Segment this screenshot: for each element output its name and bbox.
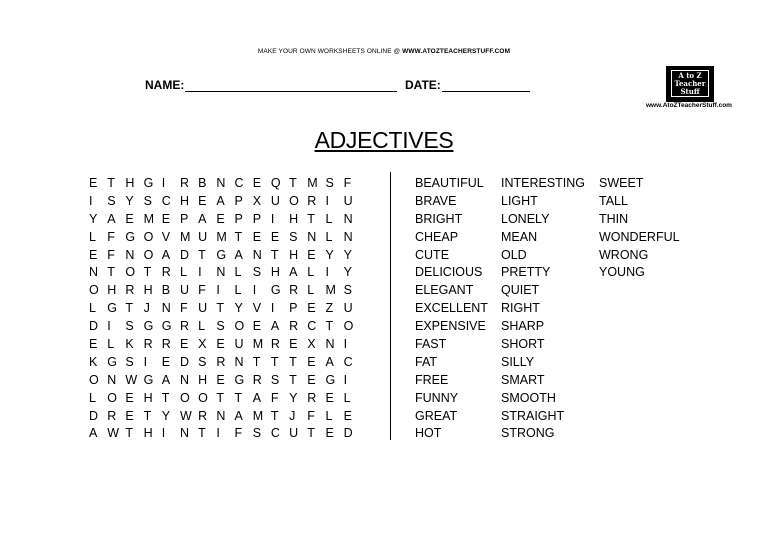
grid-letter[interactable]: U	[343, 301, 353, 316]
grid-letter[interactable]: A	[234, 247, 243, 262]
word-list-item: WONDERFUL	[599, 229, 680, 244]
grid-letter[interactable]: E	[198, 193, 207, 208]
grid-letter[interactable]: X	[307, 337, 316, 352]
word-list-item: LONELY	[501, 211, 550, 226]
grid-letter[interactable]: Z	[325, 301, 334, 316]
grid-letter[interactable]: I	[343, 372, 348, 387]
grid-letter[interactable]: Y	[234, 301, 243, 316]
grid-letter[interactable]: S	[216, 319, 225, 334]
word-list-item: STRONG	[501, 426, 555, 441]
grid-letter[interactable]: T	[252, 354, 261, 369]
grid-row	[89, 247, 362, 265]
grid-letter[interactable]: L	[89, 301, 96, 316]
word-list-item: BRAVE	[415, 193, 457, 208]
grid-letter[interactable]: C	[307, 319, 317, 334]
grid-letter[interactable]: E	[125, 390, 134, 405]
grid-letter[interactable]: N	[179, 426, 189, 441]
word-list-item: SMOOTH	[501, 390, 556, 405]
logo-line: A to Z	[678, 70, 702, 80]
grid-letter[interactable]: A	[89, 426, 98, 441]
grid-letter[interactable]: D	[179, 247, 189, 262]
grid-letter[interactable]: H	[270, 265, 280, 280]
grid-letter[interactable]: O	[143, 247, 154, 262]
grid-row	[89, 425, 362, 443]
grid-letter[interactable]: L	[89, 390, 96, 405]
grid-letter[interactable]: L	[198, 319, 206, 334]
grid-letter[interactable]: H	[289, 211, 299, 226]
grid-letter[interactable]: E	[307, 247, 316, 262]
grid-letter[interactable]: S	[125, 319, 134, 334]
grid-row	[89, 211, 362, 229]
grid-letter[interactable]: F	[307, 408, 315, 423]
grid-letter[interactable]: S	[107, 193, 116, 208]
word-list-item: LIGHT	[501, 193, 538, 208]
grid-letter[interactable]: H	[198, 372, 208, 387]
word-list-item: HOT	[415, 426, 442, 441]
grid-letter[interactable]: M	[252, 337, 264, 352]
grid-letter[interactable]: G	[107, 354, 117, 369]
grid-letter[interactable]: T	[307, 211, 315, 226]
grid-letter[interactable]: I	[161, 426, 166, 441]
grid-letter[interactable]: H	[107, 283, 117, 298]
header-prefix: MAKE YOUR OWN WORKSHEETS ONLINE @	[257, 48, 403, 55]
grid-letter[interactable]: I	[89, 193, 93, 208]
grid-row	[89, 336, 362, 354]
grid-letter[interactable]: N	[234, 354, 244, 369]
grid-letter[interactable]: U	[234, 337, 244, 352]
page-title: ADJECTIVES	[314, 127, 454, 153]
grid-letter[interactable]: E	[125, 408, 134, 423]
grid-letter[interactable]: G	[216, 247, 227, 262]
grid-letter[interactable]: T	[216, 301, 224, 316]
grid-letter[interactable]: N	[343, 211, 353, 226]
grid-letter[interactable]: I	[325, 193, 329, 208]
grid-letter[interactable]: H	[289, 247, 299, 262]
grid-letter[interactable]: X	[198, 337, 207, 352]
grid-letter[interactable]: Y	[343, 247, 352, 262]
grid-letter[interactable]: A	[161, 247, 171, 262]
grid-row	[89, 300, 362, 318]
grid-letter[interactable]: T	[143, 408, 152, 423]
grid-letter[interactable]: E	[216, 337, 225, 352]
logo-line: Stuff	[680, 86, 700, 96]
grid-letter[interactable]: A	[107, 211, 116, 226]
word-list-item: GREAT	[415, 408, 458, 423]
grid-letter[interactable]: I	[143, 354, 148, 369]
grid-letter[interactable]: H	[143, 390, 153, 405]
grid-letter[interactable]: M	[325, 283, 336, 298]
word-list-item: CUTE	[415, 247, 450, 262]
grid-letter[interactable]: L	[179, 265, 187, 280]
grid-row	[89, 282, 362, 300]
grid-letter[interactable]: E	[325, 426, 334, 441]
grid-letter[interactable]: P	[252, 211, 262, 226]
grid-letter[interactable]: P	[234, 211, 243, 226]
word-list-item: OLD	[501, 247, 527, 262]
grid-letter[interactable]: I	[216, 426, 220, 441]
grid-letter[interactable]: E	[161, 354, 171, 369]
grid-letter[interactable]: F	[179, 301, 188, 316]
grid-letter[interactable]: O	[125, 265, 136, 280]
grid-letter[interactable]: R	[107, 408, 117, 423]
grid-letter[interactable]: I	[161, 176, 166, 190]
grid-letter[interactable]: I	[270, 211, 275, 226]
grid-letter[interactable]: R	[289, 283, 299, 298]
grid-letter[interactable]: K	[125, 337, 134, 352]
grid-letter[interactable]: T	[270, 354, 279, 369]
grid-letter[interactable]: W	[125, 372, 138, 387]
grid-letter[interactable]: L	[325, 211, 333, 226]
grid-letter[interactable]: D	[179, 354, 189, 369]
grid-letter[interactable]: O	[198, 390, 208, 405]
grid-letter[interactable]: R	[198, 408, 208, 423]
grid-letter[interactable]: R	[161, 337, 171, 352]
word-list-item: ELEGANT	[415, 283, 474, 298]
grid-letter[interactable]: P	[179, 211, 189, 226]
grid-letter[interactable]: T	[234, 229, 243, 244]
grid-letter[interactable]: M	[216, 229, 227, 244]
grid-letter[interactable]: F	[234, 426, 243, 441]
grid-letter[interactable]: R	[307, 390, 317, 405]
grid-letter[interactable]: L	[343, 390, 351, 405]
word-list-item: SMART	[501, 372, 545, 387]
grid-letter[interactable]: T	[289, 354, 297, 369]
grid-letter[interactable]: G	[143, 319, 154, 334]
grid-letter[interactable]: M	[143, 211, 154, 226]
grid-letter[interactable]: O	[89, 283, 99, 298]
grid-letter[interactable]: U	[198, 301, 208, 316]
grid-letter[interactable]: W	[179, 408, 192, 423]
grid-letter[interactable]: T	[198, 247, 206, 262]
grid-letter[interactable]: F	[270, 390, 279, 405]
grid-letter[interactable]: T	[325, 319, 334, 334]
word-list-item: STRAIGHT	[501, 408, 565, 423]
grid-letter[interactable]: T	[270, 408, 279, 423]
grid-letter[interactable]: I	[325, 265, 329, 280]
grid-row	[89, 318, 362, 336]
grid-letter[interactable]: R	[216, 354, 226, 369]
grid-letter[interactable]: E	[307, 372, 316, 387]
grid-letter[interactable]: N	[216, 408, 226, 423]
grid-letter[interactable]: T	[198, 426, 206, 441]
grid-letter[interactable]: S	[143, 193, 152, 208]
grid-letter[interactable]: H	[125, 176, 135, 190]
grid-letter[interactable]: L	[234, 283, 242, 298]
divider	[390, 172, 391, 440]
grid-letter[interactable]: M	[179, 229, 191, 244]
word-list-item: SILLY	[501, 354, 535, 369]
word-list-item: FAT	[415, 354, 437, 369]
grid-letter[interactable]: L	[107, 337, 115, 352]
grid-letter[interactable]: J	[289, 408, 296, 423]
word-list-item: RIGHT	[501, 301, 540, 316]
grid-letter[interactable]: E	[216, 372, 225, 387]
grid-letter[interactable]: R	[252, 372, 262, 387]
header-url[interactable]: WWW.ATOZTEACHERSTUFF.COM	[402, 48, 511, 55]
date-field[interactable]	[442, 91, 530, 92]
header-line	[0, 48, 768, 55]
grid-letter[interactable]: H	[143, 426, 153, 441]
grid-letter[interactable]: I	[270, 301, 275, 316]
grid-letter[interactable]: G	[143, 372, 154, 387]
name-field[interactable]	[185, 91, 397, 92]
grid-letter[interactable]: L	[307, 265, 315, 280]
grid-letter[interactable]: E	[252, 176, 262, 190]
word-list-col-3	[599, 175, 680, 282]
grid-letter[interactable]: E	[89, 247, 98, 262]
grid-row	[89, 372, 362, 390]
grid-letter[interactable]: Y	[125, 193, 134, 208]
grid-letter[interactable]: L	[325, 408, 333, 423]
grid-letter[interactable]: P	[234, 193, 243, 208]
grid-letter[interactable]: E	[289, 337, 298, 352]
grid-letter[interactable]: C	[343, 354, 353, 369]
grid-letter[interactable]: R	[179, 176, 189, 190]
grid-letter[interactable]: X	[252, 193, 262, 208]
grid-letter[interactable]: N	[125, 247, 135, 262]
grid-letter[interactable]: N	[179, 372, 189, 387]
grid-letter[interactable]: V	[161, 229, 171, 244]
grid-letter[interactable]: G	[107, 301, 117, 316]
grid-letter[interactable]: O	[107, 390, 117, 405]
grid-letter[interactable]: E	[307, 354, 316, 369]
grid-letter[interactable]: C	[234, 176, 244, 190]
grid-letter[interactable]: L	[325, 229, 333, 244]
grid-letter[interactable]: B	[161, 283, 171, 298]
grid-letter[interactable]: Y	[325, 247, 334, 262]
grid-letter[interactable]: T	[107, 176, 115, 190]
grid-letter[interactable]: R	[307, 193, 317, 208]
grid-letter[interactable]: T	[289, 372, 297, 387]
word-list-item: SHARP	[501, 319, 545, 334]
word-list-item: THIN	[599, 211, 629, 226]
grid-row	[89, 264, 362, 282]
grid-letter[interactable]: H	[143, 283, 153, 298]
word-list-item: BRIGHT	[415, 211, 463, 226]
logo	[666, 66, 714, 102]
grid-row	[89, 229, 362, 247]
grid-letter[interactable]: E	[270, 229, 280, 244]
word-list-col-2	[501, 175, 585, 443]
grid-letter[interactable]: E	[125, 211, 134, 226]
grid-letter[interactable]: T	[307, 426, 315, 441]
grid-letter[interactable]: E	[252, 319, 262, 334]
grid-letter[interactable]: U	[343, 193, 353, 208]
grid-letter[interactable]: F	[107, 229, 115, 244]
grid-letter[interactable]: N	[343, 229, 353, 244]
grid-letter[interactable]: E	[343, 408, 352, 423]
grid-letter[interactable]: D	[89, 319, 99, 334]
grid-letter[interactable]: O	[143, 229, 154, 244]
grid-letter[interactable]: C	[161, 193, 171, 208]
grid-letter[interactable]: D	[343, 426, 353, 441]
grid-letter[interactable]: G	[325, 372, 336, 387]
grid-letter[interactable]: S	[252, 265, 262, 280]
grid-letter[interactable]: E	[89, 337, 98, 352]
grid-letter[interactable]: G	[161, 319, 172, 334]
logo-line: Teacher	[674, 78, 706, 88]
grid-letter[interactable]: I	[198, 265, 202, 280]
grid-letter[interactable]: E	[89, 176, 98, 190]
grid-letter[interactable]: A	[270, 319, 280, 334]
grid-letter[interactable]: L	[234, 265, 242, 280]
grid-letter[interactable]: T	[289, 176, 297, 190]
grid-letter[interactable]: S	[125, 354, 134, 369]
grid-letter[interactable]: E	[216, 211, 225, 226]
grid-letter[interactable]: M	[307, 176, 318, 190]
grid-row	[89, 390, 362, 408]
grid-letter[interactable]: T	[270, 247, 279, 262]
grid-letter[interactable]: N	[307, 229, 317, 244]
word-list-item: CHEAP	[415, 229, 459, 244]
grid-letter[interactable]: T	[216, 390, 224, 405]
grid-letter[interactable]: U	[198, 229, 208, 244]
grid-letter[interactable]: P	[289, 301, 298, 316]
word-list-item: PRETTY	[501, 265, 551, 280]
grid-letter[interactable]: O	[343, 319, 354, 334]
word-list-item: TALL	[599, 193, 628, 208]
grid-letter[interactable]: S	[343, 283, 352, 298]
grid-letter[interactable]: Q	[270, 176, 281, 190]
word-list-item: EXPENSIVE	[415, 319, 486, 334]
grid-letter[interactable]: N	[216, 176, 226, 190]
grid-letter[interactable]: N	[325, 337, 335, 352]
grid-letter[interactable]: J	[143, 301, 150, 316]
grid-letter[interactable]: T	[107, 265, 115, 280]
word-list-item: SHORT	[501, 337, 545, 352]
grid-letter[interactable]: N	[252, 247, 262, 262]
grid-letter[interactable]: I	[252, 283, 257, 298]
name-label: NAME:	[145, 78, 185, 92]
grid-letter[interactable]: R	[270, 337, 280, 352]
letter-grid	[89, 175, 362, 443]
date-label: DATE:	[405, 78, 441, 92]
grid-letter[interactable]: E	[325, 390, 334, 405]
word-list-item: QUIET	[501, 283, 540, 298]
grid-letter[interactable]: E	[179, 337, 189, 352]
word-list-item: FREE	[415, 372, 449, 387]
grid-letter[interactable]: A	[216, 193, 225, 208]
grid-letter[interactable]: S	[270, 372, 280, 387]
grid-letter[interactable]: O	[289, 193, 299, 208]
grid-letter[interactable]: D	[89, 408, 99, 423]
grid-letter[interactable]: B	[198, 176, 207, 190]
grid-letter[interactable]: Y	[343, 265, 352, 280]
grid-letter[interactable]: A	[161, 372, 171, 387]
grid-letter[interactable]: S	[289, 229, 298, 244]
grid-letter[interactable]: F	[107, 247, 115, 262]
grid-row	[89, 193, 362, 211]
grid-letter[interactable]: R	[179, 319, 189, 334]
grid-letter[interactable]: O	[89, 372, 99, 387]
grid-letter[interactable]: O	[179, 390, 190, 405]
grid-letter[interactable]: N	[161, 301, 171, 316]
grid-letter[interactable]: G	[143, 176, 154, 190]
word-list-col-1	[415, 175, 488, 443]
grid-letter[interactable]: U	[179, 283, 189, 298]
grid-letter[interactable]: S	[325, 176, 334, 190]
grid-letter[interactable]: A	[234, 408, 243, 423]
grid-letter[interactable]: R	[289, 319, 299, 334]
word-list-item: MEAN	[501, 229, 538, 244]
grid-letter[interactable]: A	[198, 211, 207, 226]
grid-letter[interactable]: S	[252, 426, 262, 441]
logo-box	[671, 70, 709, 97]
grid-letter[interactable]: F	[198, 283, 206, 298]
grid-letter[interactable]: I	[107, 319, 111, 334]
grid-letter[interactable]: R	[143, 337, 153, 352]
grid-letter[interactable]: S	[198, 354, 207, 369]
grid-letter[interactable]: T	[125, 301, 134, 316]
grid-letter[interactable]: K	[89, 354, 98, 369]
grid-letter[interactable]: U	[270, 193, 280, 208]
grid-letter[interactable]: A	[252, 390, 262, 405]
grid-letter[interactable]: L	[307, 283, 315, 298]
logo-site: www.AtoZTeacherStuff.com	[646, 102, 732, 109]
grid-letter[interactable]: U	[289, 426, 299, 441]
grid-letter[interactable]: C	[270, 426, 280, 441]
grid-letter[interactable]: R	[125, 283, 135, 298]
word-list-item: BEAUTIFUL	[415, 176, 484, 190]
grid-letter[interactable]: E	[307, 301, 316, 316]
grid-letter[interactable]: Y	[161, 408, 171, 423]
grid-letter[interactable]: I	[343, 337, 348, 352]
grid-letter[interactable]: W	[107, 426, 119, 441]
grid-letter[interactable]: H	[179, 193, 189, 208]
grid-letter[interactable]: F	[343, 176, 352, 190]
grid-letter[interactable]: Y	[89, 211, 98, 226]
grid-letter[interactable]: Y	[289, 390, 298, 405]
grid-letter[interactable]: L	[89, 229, 96, 244]
grid-letter[interactable]: V	[252, 301, 262, 316]
grid-letter[interactable]: M	[252, 408, 264, 423]
grid-letter[interactable]: T	[125, 426, 134, 441]
grid-letter[interactable]: E	[252, 229, 262, 244]
grid-letter[interactable]: T	[143, 265, 152, 280]
grid-row	[89, 175, 362, 193]
grid-letter[interactable]: R	[161, 265, 171, 280]
grid-letter[interactable]: E	[161, 211, 171, 226]
grid-row	[89, 354, 362, 372]
grid-letter[interactable]: G	[270, 283, 281, 298]
grid-letter[interactable]: G	[234, 372, 245, 387]
grid-letter[interactable]: N	[216, 265, 226, 280]
grid-letter[interactable]: I	[216, 283, 220, 298]
grid-letter[interactable]: G	[125, 229, 136, 244]
grid-letter[interactable]: A	[289, 265, 298, 280]
word-list-item: FAST	[415, 337, 447, 352]
grid-row	[89, 408, 362, 426]
grid-letter[interactable]: T	[234, 390, 243, 405]
word-list-item: DELICIOUS	[415, 265, 483, 280]
grid-letter[interactable]: A	[325, 354, 334, 369]
word-list-item: FUNNY	[415, 390, 459, 405]
grid-letter[interactable]: T	[161, 390, 170, 405]
word-list-item: EXCELLENT	[415, 301, 488, 316]
grid-letter[interactable]: O	[234, 319, 245, 334]
grid-letter[interactable]: N	[89, 265, 99, 280]
word-list-item: WRONG	[599, 247, 649, 262]
word-list-item: INTERESTING	[501, 176, 586, 190]
word-list-item: SWEET	[599, 176, 644, 190]
word-list-item: YOUNG	[599, 265, 645, 280]
grid-letter[interactable]: N	[107, 372, 117, 387]
